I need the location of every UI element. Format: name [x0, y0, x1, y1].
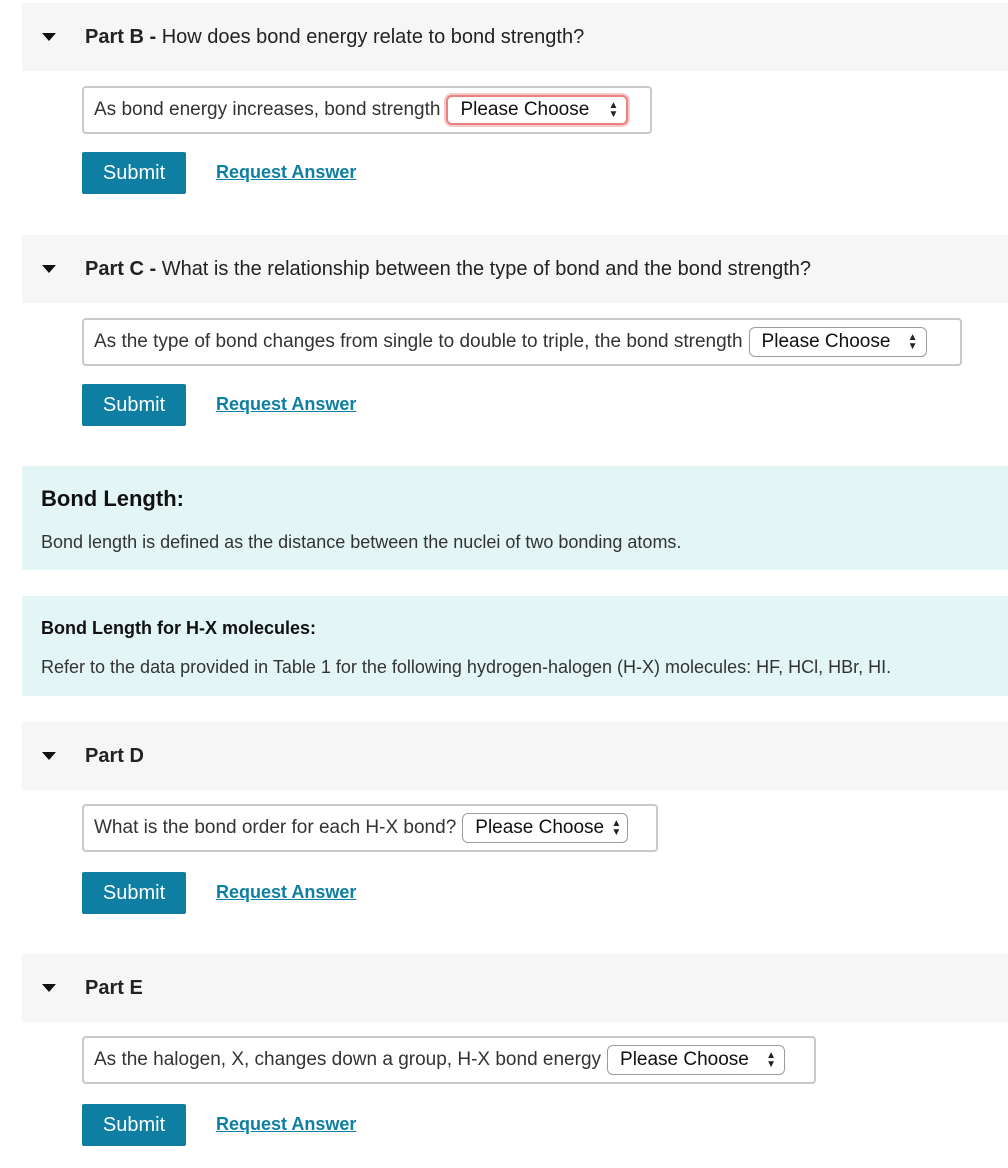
part-b-title [85, 26, 584, 49]
part-b-label: Part B - [85, 25, 157, 48]
part-b-header[interactable] [22, 3, 1008, 71]
part-b-submit-button[interactable]: Submit [82, 152, 186, 194]
collapse-caret-icon[interactable] [42, 265, 56, 273]
part-e-header[interactable] [22, 954, 1008, 1022]
part-e-label: Part E [85, 976, 143, 999]
part-d-label: Part D [85, 744, 144, 767]
part-d-prompt: What is the bond order for each H-X bond? [94, 817, 457, 838]
part-c-prompt: As the type of bond changes from single to double to triple, the bond strength [94, 331, 743, 352]
part-c-question: What is the relationship between the type of bond and the bond strength? [161, 257, 812, 280]
select-arrows-icon: ▲ ▼ [608, 100, 619, 120]
part-d-submit-button[interactable]: Submit [82, 872, 186, 914]
part-b-question: How does bond energy relate to bond strength? [161, 25, 585, 48]
part-d-answer-box [82, 804, 658, 852]
part-b-prompt: As bond energy increases, bond strength [94, 99, 441, 120]
hx-text: Refer to the data provided in Table 1 for the following hydrogen-halogen (H-X) molecules: HF, HCl, HBr, HI. [41, 657, 892, 677]
part-e-select-value: Please Choose [620, 1049, 749, 1070]
collapse-caret-icon[interactable] [42, 33, 56, 41]
collapse-caret-icon[interactable] [42, 752, 56, 760]
part-e-title [85, 977, 143, 1000]
part-d-select[interactable] [462, 813, 628, 843]
part-c-request-answer-link[interactable]: Request Answer [216, 394, 357, 414]
part-e-select[interactable] [607, 1045, 785, 1075]
part-d-request-answer-link[interactable]: Request Answer [216, 882, 357, 902]
part-b-select-value: Please Choose [460, 99, 590, 120]
part-b-request-answer-link[interactable]: Request Answer [216, 162, 357, 182]
part-d-select-value: Please Choose [475, 817, 605, 838]
part-c-submit-button[interactable]: Submit [82, 384, 186, 426]
part-e-prompt: As the halogen, X, changes down a group, H-X bond energy [94, 1049, 602, 1070]
part-c-select[interactable] [749, 327, 927, 357]
part-d-title [85, 745, 144, 768]
collapse-caret-icon[interactable] [42, 984, 56, 992]
hx-info [22, 596, 1008, 696]
part-e-answer-box [82, 1036, 816, 1084]
select-arrows-icon: ▲ ▼ [611, 818, 622, 838]
bond-length-info [22, 466, 1008, 570]
bond-length-text: Bond length is defined as the distance between the nuclei of two bonding atoms. [41, 532, 682, 552]
part-b-select[interactable] [446, 95, 628, 125]
part-c-label: Part C - [85, 257, 157, 280]
part-c-title [85, 258, 811, 281]
part-b-answer-box [82, 86, 652, 134]
part-c-header[interactable] [22, 235, 1008, 303]
select-arrows-icon: ▲ ▼ [907, 332, 918, 352]
part-c-select-value: Please Choose [761, 331, 891, 352]
part-d-header[interactable] [22, 722, 1008, 790]
hx-title: Bond Length for H-X molecules: [41, 618, 317, 638]
bond-length-title: Bond Length: [41, 486, 184, 511]
part-e-request-answer-link[interactable]: Request Answer [216, 1114, 357, 1134]
select-arrows-icon: ▲ ▼ [766, 1050, 777, 1070]
part-e-submit-button[interactable]: Submit [82, 1104, 186, 1146]
part-c-answer-box [82, 318, 962, 366]
